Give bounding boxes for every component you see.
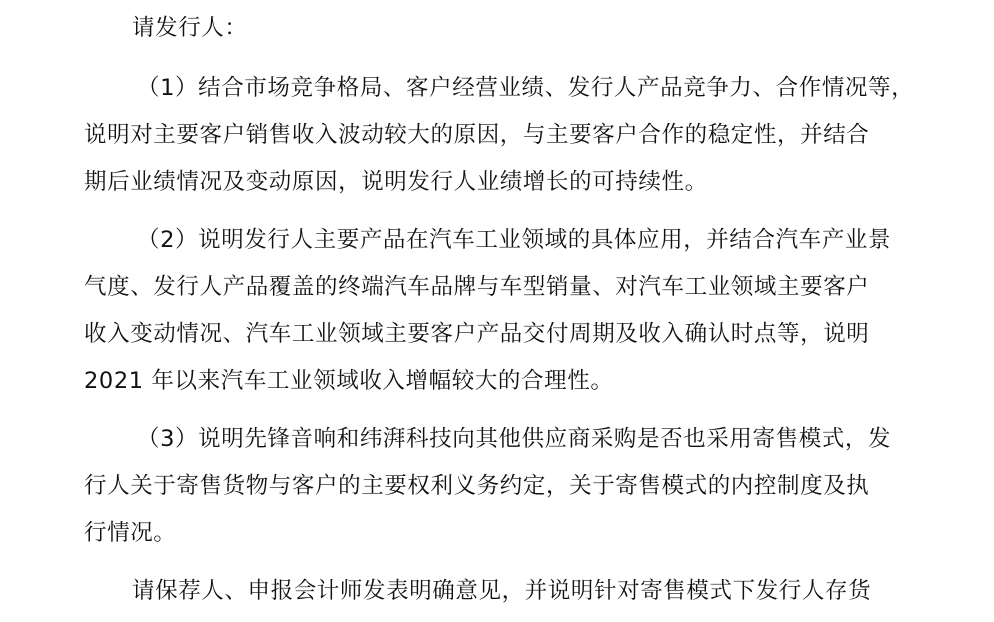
- item-2-line-4: 2021 年以来汽车工业领域收入增幅较大的合理性。: [84, 368, 614, 394]
- closing-line: 请保荐人、申报会计师发表明确意见，并说明针对寄售模式下发行人存货: [132, 578, 872, 604]
- item-1-line-1: （1）结合市场竞争格局、客户经营业绩、发行人产品竞争力、合作情况等，: [137, 75, 915, 101]
- item-2-line-1: （2）说明发行人主要产品在汽车工业领域的具体应用，并结合汽车产业景: [137, 227, 892, 253]
- intro-line: 请发行人：: [132, 15, 248, 41]
- item-1-line-2: 说明对主要客户销售收入波动较大的原因，与主要客户合作的稳定性，并结合: [84, 122, 870, 148]
- item-2-line-3: 收入变动情况、汽车工业领域主要客户产品交付周期及收入确认时点等，说明: [84, 321, 870, 347]
- item-3-line-2: 行人关于寄售货物与客户的主要权利义务约定，关于寄售模式的内控制度及执: [84, 473, 870, 499]
- item-2-line-2: 气度、发行人产品覆盖的终端汽车品牌与车型销量、对汽车工业领域主要客户: [84, 274, 870, 300]
- item-3-line-3: 行情况。: [84, 520, 177, 546]
- item-1-line-3: 期后业绩情况及变动原因，说明发行人业绩增长的可持续性。: [84, 169, 708, 195]
- item-3-line-1: （3）说明先锋音响和纬湃科技向其他供应商采购是否也采用寄售模式，发: [137, 426, 892, 452]
